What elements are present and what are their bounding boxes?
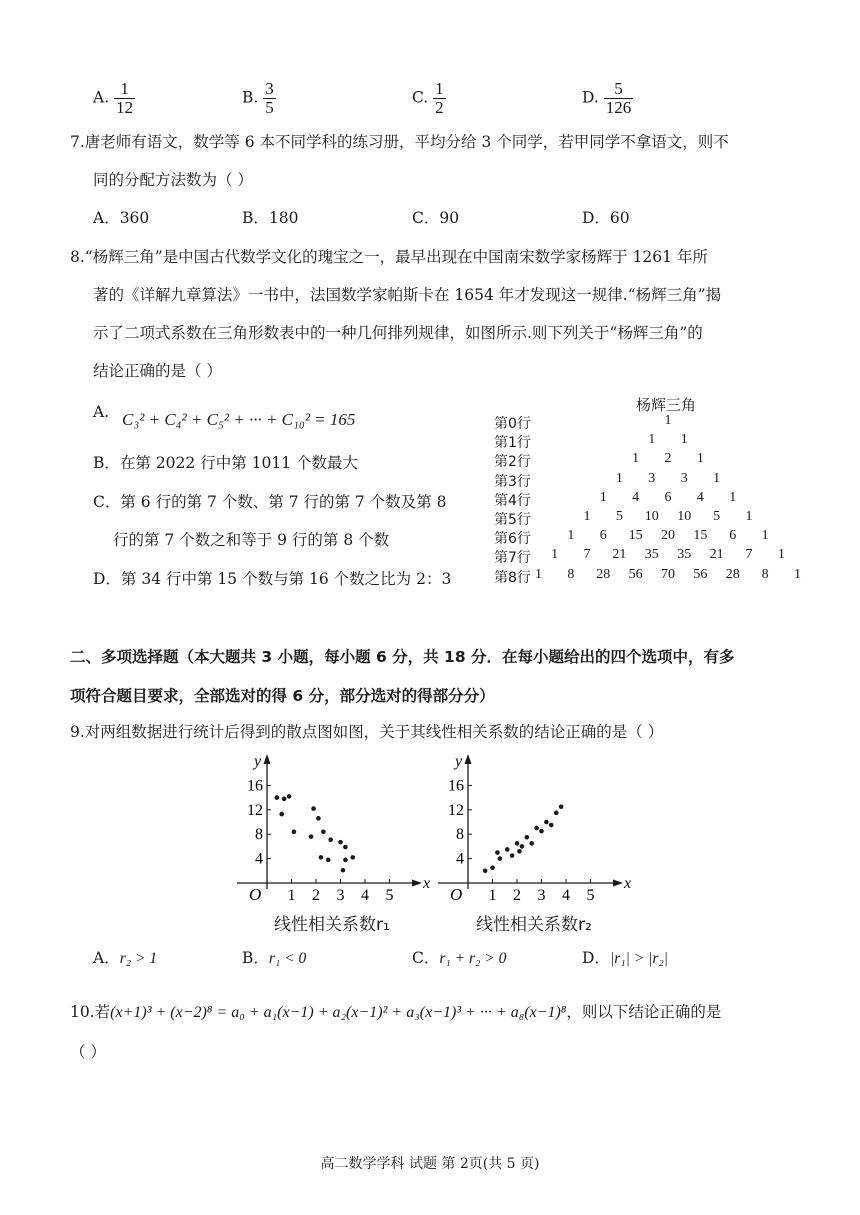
data-point — [292, 829, 297, 834]
q10-stem-line2: （ ） — [70, 1043, 106, 1061]
q7-option-a[interactable]: A．360 — [93, 209, 150, 227]
data-point — [483, 869, 488, 874]
triangle-number: 21 — [612, 547, 627, 563]
triangle-number: 5 — [615, 509, 623, 524]
triangle-number: 1 — [583, 509, 591, 524]
triangle-number: 15 — [628, 528, 643, 544]
triangle-number: 1 — [567, 528, 575, 544]
q9-option-a[interactable] — [93, 948, 157, 969]
data-point — [311, 806, 316, 811]
triangle-number: 20 — [661, 528, 675, 544]
q6-option-b[interactable] — [242, 80, 276, 117]
triangle-number: 1 — [632, 451, 640, 467]
q8-stem-line4: 结论正确的是（ ） — [93, 362, 222, 380]
y-axis-arrow — [264, 754, 271, 764]
q8-option-b[interactable]: B．在第 2022 行中第 1011 个数最大 — [93, 454, 358, 472]
numerator: 5 — [604, 80, 634, 99]
x-tick-label: 1 — [488, 887, 497, 904]
triangle-number: 1 — [680, 432, 688, 448]
option-letter: A． — [93, 949, 120, 967]
data-point — [539, 829, 544, 834]
y-tick-label: 12 — [448, 801, 464, 819]
triangle-number: 1 — [599, 489, 607, 505]
q9-option-d[interactable] — [582, 948, 668, 969]
q7-stem-line1: 7.唐老师有语文，数学等 6 本不同学科的练习册，平均分给 3 个同学，若甲同学不拿语文，则不 — [70, 133, 729, 151]
triangle-row-label: 第7行 — [494, 550, 531, 567]
data-point — [554, 811, 559, 816]
fraction — [114, 80, 135, 117]
data-point — [326, 858, 331, 863]
triangle-row-label: 第2行 — [494, 454, 531, 471]
data-point — [529, 841, 534, 846]
triangle-number: 8 — [761, 566, 769, 582]
y-tick-label: 12 — [247, 801, 263, 819]
denominator: 2 — [435, 98, 444, 117]
x-tick-label: 5 — [586, 887, 595, 904]
option-letter: D. — [582, 88, 599, 107]
triangle-number: 1 — [648, 432, 656, 448]
q10-suffix: ，则以下结论正确的是 — [566, 1003, 722, 1021]
option-expr: r₂ > 1 — [119, 950, 158, 967]
data-point — [515, 841, 520, 846]
triangle-number: 21 — [709, 547, 724, 563]
y-tick-label: 4 — [456, 850, 464, 868]
scatter-plot-1 — [237, 753, 430, 904]
denominator: 12 — [116, 98, 134, 117]
plot1-caption: 线性相关系数r₁ — [274, 915, 390, 935]
triangle-row-label: 第1行 — [494, 435, 531, 452]
triangle-number: 1 — [664, 413, 672, 428]
data-point — [309, 834, 314, 839]
y-axis-label: y — [455, 753, 463, 770]
data-point — [287, 794, 292, 799]
option-letter: D． — [582, 949, 610, 967]
option-letter: B． — [242, 949, 269, 967]
data-point — [341, 868, 346, 873]
triangle-row-label: 第6行 — [494, 531, 531, 548]
data-point — [319, 855, 324, 860]
fraction — [263, 80, 276, 117]
y-axis-label: y — [254, 753, 262, 770]
data-point — [328, 837, 333, 842]
data-point — [520, 844, 525, 849]
data-point — [316, 816, 321, 821]
q6-option-a[interactable] — [93, 80, 135, 117]
page-footer: 高二数学学科 试题 第 2页(共 5 页) — [320, 1156, 540, 1172]
fraction — [433, 80, 446, 117]
data-point — [282, 797, 287, 802]
q7-option-d[interactable]: D．60 — [582, 209, 630, 227]
q8-stem-line1: 8.“杨辉三角”是中国古代数学文化的瑰宝之一，最早出现在中国南宋数学家杨辉于 1261 年所 — [70, 248, 708, 266]
triangle-number: 7 — [745, 547, 753, 563]
q10-stem — [70, 1002, 721, 1023]
q10-formula: (x+1)³ + (x−2)⁸ = a₀ + a₁(x−1) + a₂(x−1)² + a₃(x−1)³ + ··· + a₈(x−1)⁸ — [110, 1004, 567, 1021]
x-tick-label: 2 — [513, 887, 521, 904]
data-point — [275, 795, 280, 800]
data-point — [525, 835, 530, 840]
y-tick-label: 16 — [448, 777, 464, 795]
origin-label: O — [249, 885, 262, 904]
option-letter: B. — [242, 88, 259, 107]
q8-stem-line3: 示了二项式系数在三角形数表中的一种几何排列规律，如图所示.则下列关于“杨辉三角”的 — [93, 324, 703, 342]
option-expr: r₁ + r₂ > 0 — [439, 950, 507, 967]
denominator: 126 — [605, 98, 632, 117]
triangle-number: 4 — [696, 489, 704, 505]
scatter-plot-2 — [438, 753, 631, 904]
x-axis-label: x — [624, 875, 632, 892]
triangle-number: 6 — [599, 528, 607, 544]
triangle-number: 7 — [583, 547, 591, 563]
data-point — [510, 853, 515, 858]
q9-option-b[interactable] — [242, 948, 306, 969]
q7-option-b[interactable]: B．180 — [242, 209, 299, 227]
numerator: 1 — [435, 79, 444, 98]
numerator: 3 — [265, 79, 274, 98]
q9-stem: 9.对两组数据进行统计后得到的散点图如图，关于其线性相关系数的结论正确的是（ ） — [70, 723, 664, 741]
option-expr: r₁ < 0 — [268, 950, 307, 967]
q7-stem-line2: 同的分配方法数为（ ） — [93, 171, 253, 189]
triangle-number: 1 — [534, 566, 542, 582]
triangle-row-label: 第4行 — [494, 492, 531, 509]
triangle-row-label: 第0行 — [494, 416, 531, 432]
triangle-number: 3 — [648, 470, 656, 486]
x-tick-label: 3 — [537, 887, 546, 904]
data-point — [549, 823, 554, 828]
triangle-number: 28 — [596, 566, 611, 582]
q8-option-a-formula: C₃² + C₄² + C₅² + ··· + C₁₀² = 165 — [122, 410, 356, 429]
triangle-number: 1 — [794, 566, 802, 582]
q6-option-c[interactable] — [412, 80, 446, 117]
x-tick-label: 5 — [385, 887, 394, 904]
x-tick-label: 3 — [336, 887, 345, 904]
triangle-row-label: 第5行 — [494, 512, 531, 528]
y-tick-label: 4 — [255, 850, 263, 868]
option-expr: |r₁| > |r₂| — [609, 950, 669, 967]
triangle-number: 56 — [628, 566, 643, 582]
triangle-number: 6 — [729, 528, 737, 544]
data-point — [534, 826, 539, 831]
numerator: 1 — [114, 80, 135, 99]
y-tick-label: 16 — [247, 777, 263, 795]
triangle-number: 8 — [567, 566, 575, 582]
data-point — [279, 812, 284, 817]
q8-stem-line2: 著的《详解九章算法》一书中，法国数学家帕斯卡在 1654 年才发现这一规律.“杨辉三角”揭 — [93, 286, 722, 304]
q9-option-c[interactable] — [412, 948, 506, 969]
q8-option-d[interactable]: D．第 34 行中第 15 个数与第 16 个数之比为 2：3 — [93, 570, 452, 588]
triangle-title: 杨辉三角 — [636, 396, 697, 414]
triangle-number: 1 — [745, 509, 753, 524]
x-axis-arrow — [412, 880, 422, 887]
data-point — [490, 865, 495, 870]
plot2-caption: 线性相关系数r₂ — [476, 915, 592, 935]
section2-heading-line1: 二、多项选择题（本大题共 3 小题，每小题 6 分，共 18 分．在每小题给出的四个选项中，有多 — [70, 648, 735, 666]
y-axis-arrow — [465, 754, 472, 764]
triangle-number: 1 — [761, 528, 769, 544]
triangle-number: 10 — [677, 509, 692, 524]
q8-option-a-letter[interactable]: A. — [93, 403, 110, 421]
triangle-row-label: 第8行 — [494, 569, 531, 586]
option-letter: C． — [412, 949, 440, 967]
data-point — [350, 855, 355, 860]
section2-heading-line2: 项符合题目要求，全部选对的得 6 分，部分选对的得部分分） — [70, 687, 495, 705]
q6-option-d[interactable] — [582, 80, 633, 117]
x-tick-label: 2 — [312, 887, 320, 904]
triangle-number: 2 — [664, 451, 672, 467]
fraction — [604, 80, 634, 117]
data-point — [321, 829, 326, 834]
triangle-number: 15 — [693, 528, 708, 544]
triangle-number: 1 — [713, 470, 721, 486]
triangle-number: 1 — [551, 547, 559, 563]
data-point — [498, 856, 503, 861]
triangle-number: 70 — [661, 566, 675, 582]
triangle-number: 5 — [713, 509, 721, 524]
triangle-number: 1 — [729, 489, 737, 505]
triangle-number: 4 — [632, 489, 640, 505]
x-tick-label: 4 — [562, 887, 570, 904]
triangle-number: 10 — [644, 509, 659, 524]
triangle-number: 35 — [677, 547, 692, 563]
data-point — [517, 849, 522, 854]
origin-label: O — [450, 885, 463, 904]
q7-option-c[interactable]: C．90 — [412, 209, 460, 227]
data-point — [495, 850, 500, 855]
x-axis-label: x — [423, 875, 431, 892]
data-point — [343, 858, 348, 863]
q10-prefix: 10.若 — [70, 1003, 111, 1021]
option-letter: A. — [93, 88, 110, 107]
triangle-number: 1 — [615, 470, 623, 486]
triangle-number: 35 — [644, 547, 659, 563]
x-tick-label: 4 — [361, 887, 369, 904]
q8-option-c-line1[interactable]: C．第 6 行的第 7 个数、第 7 行的第 7 个数及第 8 — [93, 493, 447, 511]
option-letter: C. — [412, 88, 429, 107]
y-tick-label: 8 — [255, 826, 263, 844]
triangle-number: 3 — [680, 470, 688, 486]
triangle-number: 6 — [664, 489, 672, 505]
data-point — [338, 840, 343, 845]
triangle-row-label: 第3行 — [494, 473, 531, 490]
y-tick-label: 8 — [456, 826, 464, 844]
triangle-number: 1 — [777, 547, 785, 563]
triangle-number: 1 — [696, 451, 704, 467]
data-point — [544, 820, 549, 825]
data-point — [505, 847, 510, 852]
triangle-number: 56 — [693, 566, 708, 582]
x-axis-arrow — [613, 880, 623, 887]
q8-option-c-line2: 行的第 7 个数之和等于 9 行的第 8 个数 — [113, 531, 390, 549]
denominator: 5 — [265, 98, 274, 117]
triangle-number: 28 — [725, 566, 740, 582]
data-point — [343, 845, 348, 850]
x-tick-label: 1 — [287, 887, 296, 904]
data-point — [559, 804, 564, 809]
